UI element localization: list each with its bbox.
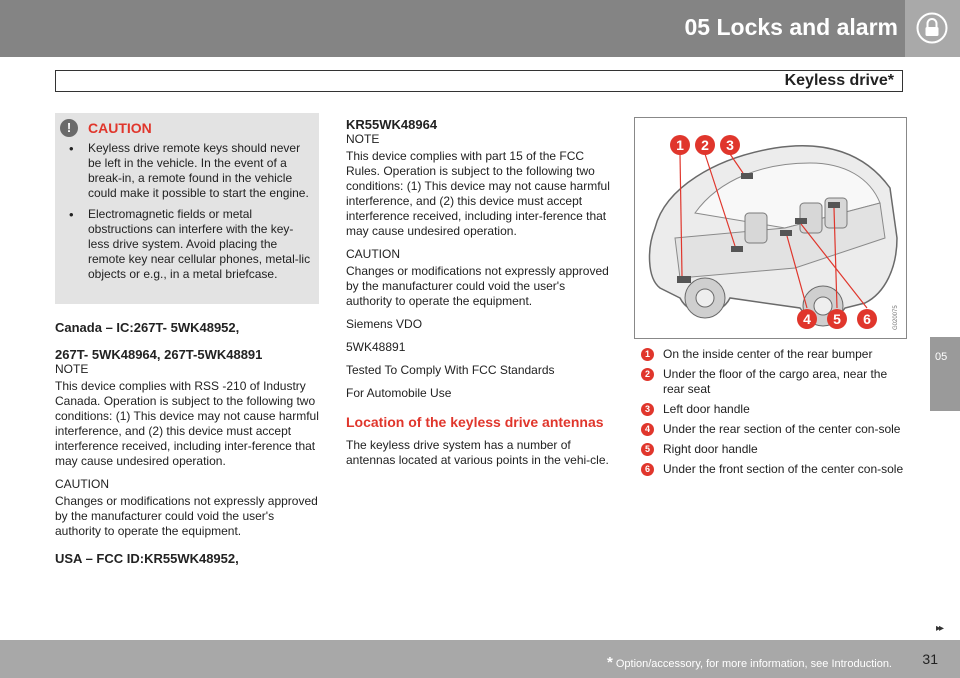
note-label: NOTE: [55, 362, 89, 376]
caution-list: [55, 141, 319, 288]
padlock-icon: [916, 12, 948, 44]
antenna-5: [828, 202, 840, 208]
antennas-section-heading: Location of the keyless drive antennas: [346, 414, 604, 430]
legend-item: [640, 462, 908, 477]
section-bar: [55, 70, 903, 92]
antennas-section-text: The keyless drive system has a number of antennas located at various points in the vehi-cle.: [346, 438, 609, 467]
chapter-side-tab: [930, 337, 960, 411]
footer-band: [0, 640, 960, 678]
legend-text: Under the floor of the cargo area, near the rear seat: [663, 367, 888, 396]
supplier-line: Siemens VDO: [346, 317, 423, 331]
canada-heading-1: Canada – IC:267T- 5WK48952,: [55, 320, 240, 335]
chapter-icon-box: [905, 0, 960, 57]
legend-number: 4: [641, 423, 654, 436]
caution-box: [55, 113, 319, 304]
part-number-line: 5WK48891: [346, 340, 406, 354]
header-band: [0, 0, 960, 57]
continue-arrows-icon: ▸▸: [935, 623, 942, 634]
note-text: This device complies with RSS -210 of Industry Canada. Operation is subject to the following two conditions: (1) This device may not cause harmful interference, and (2) this device must accept interference received, including inter-ference that may cause undesired operation.: [55, 379, 319, 468]
legend-text: Right door handle: [663, 442, 758, 456]
left-column: [55, 320, 321, 574]
caution-text: Changes or modifications not expressly approved by the manufacturer could void the user's authority to operate the equipment.: [346, 264, 609, 308]
caution-label: CAUTION: [346, 247, 400, 261]
legend-item: [640, 442, 908, 457]
legend-text: Under the front section of the center con-sole: [663, 462, 904, 476]
car-drawing: [635, 118, 906, 338]
legend-number: 1: [641, 348, 654, 361]
caution-label: CAUTION: [55, 477, 109, 491]
caution-bullet: • Keyless drive remote keys should never be left in the vehicle. In the event of a break-in, a remote found in the vehicle could make it possible to start the engine.: [55, 141, 319, 201]
legend-text: Under the rear section of the center con-sole: [663, 422, 901, 436]
fcc-heading: KR55WK48964: [346, 117, 438, 132]
legend-number: 2: [641, 368, 654, 381]
antenna-1: [677, 276, 691, 283]
legend-text: On the inside center of the rear bumper: [663, 347, 873, 361]
legend-number: 5: [641, 443, 654, 456]
caution-header: [60, 119, 152, 137]
legend-text: Left door handle: [663, 402, 750, 416]
note-text: This device complies with part 15 of the FCC Rules. Operation is subject to the following two conditions: (1) This device may not cause harmful interference, and (2) this device must accept interference received, including inter-ference that may cause undesired operation.: [346, 149, 610, 238]
car-antenna-illustration: [634, 117, 907, 339]
antenna-legend: [640, 347, 908, 482]
footnote-text: Option/accessory, for more information, see Introduction.: [615, 658, 892, 670]
footnote-asterisk: *: [606, 654, 613, 671]
figure-code: G020075: [893, 305, 899, 330]
legend-item: [640, 422, 908, 437]
caution-text: Changes or modifications not expressly approved by the manufacturer could void the user's authority to operate the equipment.: [55, 494, 318, 538]
legend-number: 6: [641, 463, 654, 476]
exclamation-icon: !: [60, 119, 78, 137]
chapter-title: 05 Locks and alarm: [684, 14, 898, 40]
footnote: [607, 654, 892, 671]
compliance-line: Tested To Comply With FCC Standards: [346, 363, 555, 377]
legend-item: [640, 402, 908, 417]
middle-column: [346, 117, 614, 476]
page-number: 31: [922, 651, 938, 667]
antenna-4: [780, 230, 792, 236]
marker-3-label: 3: [726, 137, 734, 153]
marker-4-label: 4: [803, 311, 811, 327]
antenna-6: [795, 218, 807, 224]
legend-item: [640, 367, 908, 397]
usa-heading: USA – FCC ID:KR55WK48952,: [55, 551, 239, 566]
canada-heading-2: 267T- 5WK48964, 267T-5WK48891: [55, 347, 263, 362]
note-label: NOTE: [346, 132, 380, 146]
antenna-3: [741, 173, 753, 179]
marker-1-label: 1: [676, 137, 684, 153]
side-tab-label: 05: [935, 351, 948, 363]
antenna-2: [731, 246, 743, 252]
marker-2-label: 2: [701, 137, 709, 153]
legend-item: [640, 347, 908, 362]
usage-line: For Automobile Use: [346, 386, 452, 400]
section-title: Keyless drive*: [784, 72, 894, 89]
caution-title: CAUTION: [88, 120, 152, 136]
caution-bullet: • Electromagnetic fields or metal obstructions can interfere with the key-less drive system. Avoid placing the remote key near cellular phones, metal-lic objects or e.g., in a metal briefcase.: [55, 207, 319, 282]
marker-5-label: 5: [833, 311, 841, 327]
marker-6-label: 6: [863, 311, 871, 327]
legend-number: 3: [641, 403, 654, 416]
